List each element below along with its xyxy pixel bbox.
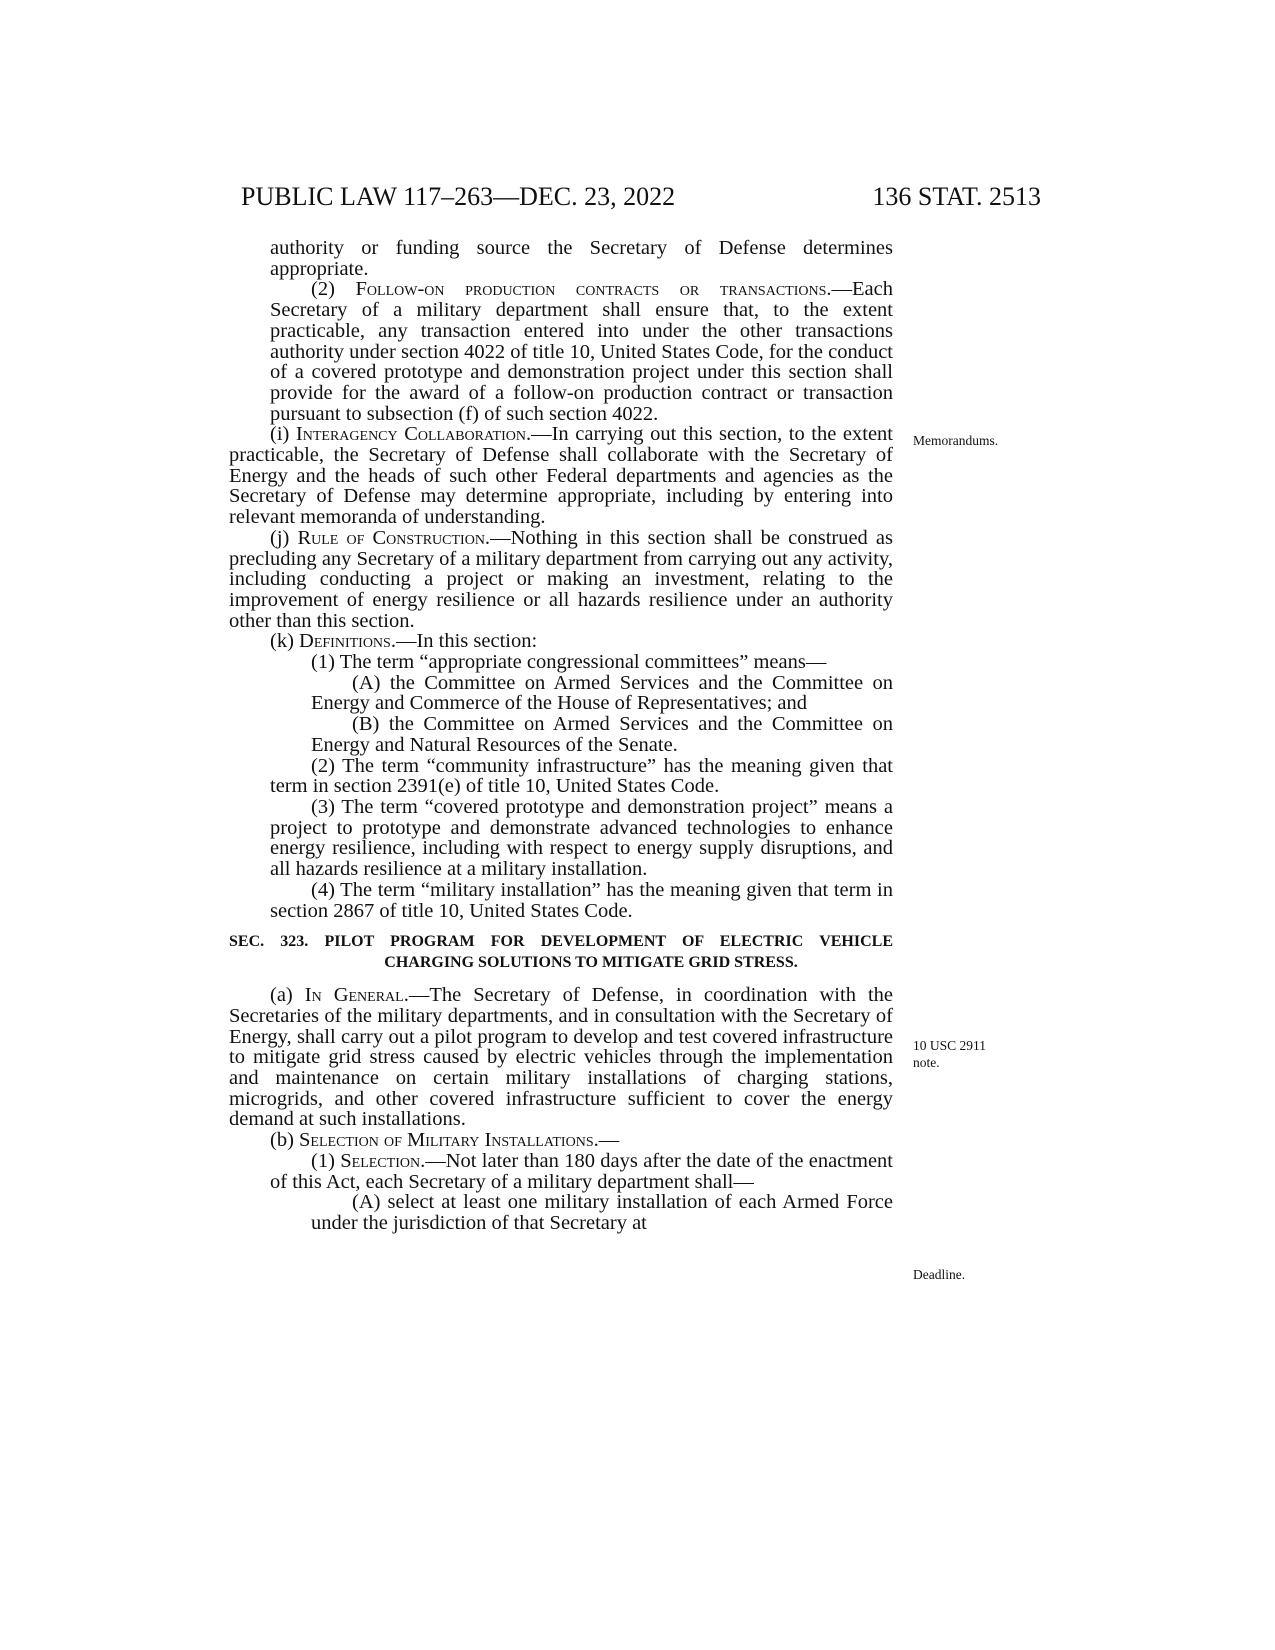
definition-1-b: (B) the Committee on Armed Services and the Committee on Energy and Natural Resources of the Senate. — [311, 713, 893, 756]
definition-3: (3) The term “covered prototype and demonstration project” means a project to prototype and demonstrate advanced technologies to enhance energy resilience, including with respect to energy supply disruptions, and all hazards resilience at a military installation. — [270, 795, 893, 881]
definition-1: (1) The term “appropriate congressional committees” means— — [311, 651, 827, 674]
paragraph-in-general: (a) In General.—The Secretary of Defense, in coordination with the Secretaries of the military departments, and in consultation with the Secretary of Energy, shall carry out a pilot program to develop and test covered infrastructure to mitigate grid stress caused by electric vehicles through the implementation and maintenance on certain military installations of charging stations, microgrids, and other covered infrastructure sufficient to cover the energy demand at such installations. — [229, 984, 893, 1131]
paragraph-rule-of-construction: (j) Rule of Construction.—Nothing in this section shall be construed as precluding any Secretary of a military department from carrying out any activity, including conducting a project or making an investment, relating to the improvement of energy resilience or all hazards resilience under an authority other than this section. — [229, 526, 893, 632]
header-stat-page: 136 STAT. 2513 — [872, 182, 1041, 211]
paragraph-heading: In General. — [304, 984, 409, 1007]
paragraph-definitions: (k) Definitions.—In this section: — [270, 630, 538, 653]
margin-note-usc-citation — [913, 1037, 1033, 1071]
paragraph-heading: Selection of Military Installations. — [299, 1129, 599, 1152]
body-text — [229, 238, 893, 1234]
paragraph-follow-on-contracts: (2) Follow-on production contracts or transactions.—Each Secretary of a military department shall ensure that, to the extent practicable, any transaction entered into under the other transactions authority under section 4022 of title 10, United States Code, for the conduct of a covered prototype and demonstration project under this section shall provide for the award of a follow-on production contract or transaction pursuant to subsection (f) of such section 4022. — [270, 278, 893, 425]
section-heading-line-2: CHARGING SOLUTIONS TO MITIGATE GRID STRESS. — [384, 954, 798, 972]
section-heading — [229, 931, 893, 973]
paragraph-selection-of-installations: (b) Selection of Military Installations.— — [270, 1129, 620, 1152]
definition-2: (2) The term “community infrastructure” has the meaning given that term in section 2391(e) of title 10, United States Code. — [270, 754, 893, 798]
margin-note-usc-note: note. — [913, 1055, 940, 1070]
header-law-citation: PUBLIC LAW 117–263—DEC. 23, 2022 — [241, 182, 676, 211]
paragraph-selection-a: (A) select at least one military installation of each Armed Force under the jurisdiction of that Secretary at — [311, 1191, 893, 1234]
margin-note-usc: 10 USC 2911 — [913, 1038, 987, 1053]
paragraph-heading: Definitions. — [299, 630, 396, 653]
section-heading-line-1: SEC. 323. PILOT PROGRAM FOR DEVELOPMENT OF ELECTRIC VEHICLE — [229, 933, 893, 951]
margin-note-memorandums: Memorandums. — [913, 433, 999, 448]
margin-note-deadline: Deadline. — [913, 1267, 966, 1282]
page-header — [241, 182, 1041, 212]
paragraph-heading: Follow-on production contracts or transactions. — [355, 278, 832, 301]
paragraph-continuation: authority or funding source the Secretary of Defense determines appropriate. — [270, 237, 893, 280]
definition-1-a: (A) the Committee on Armed Services and the Committee on Energy and Commerce of the House of Representatives; and — [311, 671, 893, 715]
paragraph-heading: Rule of Construction. — [297, 526, 491, 549]
paragraph-heading: Interagency Collaboration. — [295, 423, 532, 446]
paragraph-heading: Selection. — [340, 1149, 426, 1172]
paragraph-selection: (1) Selection.—Not later than 180 days after the date of the enactment of this Act, each Secretary of a military department shall— — [270, 1149, 894, 1193]
definition-4: (4) The term “military installation” has the meaning given that term in section 2867 of title 10, United States Code. — [270, 878, 893, 922]
paragraph-interagency-collaboration: (i) Interagency Collaboration.—In carrying out this section, to the extent practicable, the Secretary of Defense shall collaborate with the Secretary of Energy and the heads of such other Federal departments and agencies as the Secretary of Defense may determine appropriate, including by entering into relevant memoranda of understanding. — [229, 423, 893, 529]
